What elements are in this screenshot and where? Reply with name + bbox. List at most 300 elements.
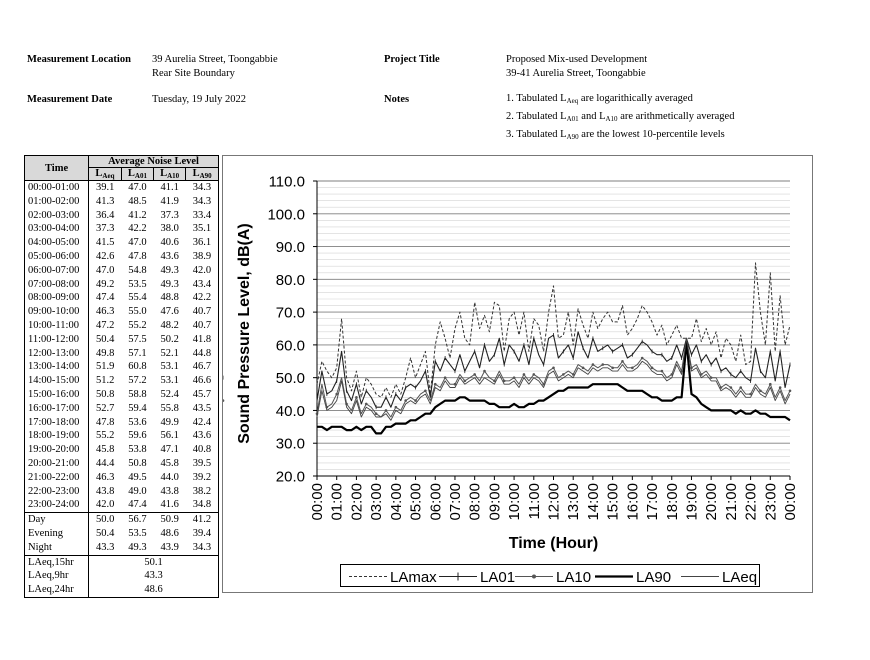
value-cell: 53.5 [128,278,147,290]
table-row [25,236,219,250]
data-point-la10 [710,376,713,379]
column-header-laeq [89,168,122,181]
note-number: 2. [506,111,514,122]
time-cell: 11:00-12:00 [25,333,89,347]
table-row [25,388,219,402]
table-row [25,443,219,457]
value-cell: 38.0 [160,223,179,235]
note-subscript: A10 [605,115,618,123]
data-point-la10 [562,373,565,376]
chart-frame [222,155,813,593]
x-tick-label: 21:00 [722,483,740,521]
noise-chart [223,156,814,594]
time-cell: 07:00-08:00 [25,278,89,292]
note-item [506,92,734,110]
measurement-location-value [152,53,278,81]
value-cell: 41.3 [96,195,115,207]
x-tick-label: 17:00 [644,483,662,521]
column-header-base: L [192,168,200,179]
time-cell: Evening [25,527,89,541]
notes-label: Notes [384,94,410,105]
value-cell: 51.2 [96,375,115,387]
value-cell: 47.4 [96,292,115,304]
table-row [25,333,219,347]
y-tick-label: 70.0 [275,304,305,322]
value-cell: 49.2 [96,278,115,290]
time-cell: 10:00-11:00 [25,319,89,333]
note-text: are logarithically averaged [578,93,693,104]
summary-row [25,555,219,569]
table-row [25,471,219,485]
y-axis-title: Sound Pressure Level, dB(A) [236,223,253,444]
value-cell: 41.2 [186,513,219,527]
value-cell: 58.8 [128,388,147,400]
value-cell: 59.4 [128,402,147,414]
y-tick-label: 60.0 [275,337,305,355]
summary-value: 43.3 [89,569,219,583]
value-cell: 46.7 [186,360,219,374]
value-cell: 48.5 [128,195,147,207]
data-point-la10 [759,389,762,392]
value-cell: 42.4 [186,416,219,430]
time-cell: Night [25,541,89,555]
table-row [25,278,219,292]
x-tick-label: 01:00 [328,483,346,521]
note-number: 1. [506,93,514,104]
location-line-2: Rear Site Boundary [152,68,235,79]
time-cell: 22:00-23:00 [25,485,89,499]
value-cell: 53.6 [128,416,147,428]
legend-label-laeq: LAeq [722,569,758,586]
value-cell: 50.9 [154,513,186,527]
x-tick-label: 14:00 [584,483,602,521]
table-row [25,181,219,195]
value-cell: 39.4 [186,527,219,541]
time-cell: 01:00-02:00 [25,195,89,209]
x-tick-label: 00:00 [782,483,799,521]
location-line-1: 39 Aurelia Street, Toongabbie [152,54,278,65]
project-title-label: Project Title [384,54,440,65]
data-point-la10 [779,386,782,389]
value-cell: 37.3 [96,223,115,235]
value-cell: 50.4 [96,333,115,345]
data-point-la10 [414,399,417,402]
value-cell: 49.0 [128,485,147,497]
column-header-base: L [95,168,103,179]
x-tick-label: 15:00 [604,483,622,521]
y-tick-label: 100.0 [267,206,305,224]
note-subscript: A90 [566,133,579,141]
note-item [506,110,734,128]
value-cell: 50.8 [96,388,115,400]
value-cell: 59.6 [128,430,147,442]
note-text: Tabulated L [516,129,567,140]
x-tick-label: 20:00 [703,483,721,521]
series-line-lamax [317,263,790,397]
legend-label-la10: LA10 [556,569,592,586]
value-cell: 44.8 [186,347,219,361]
value-cell: 47.4 [128,499,147,511]
data-point-la10 [789,389,792,392]
time-cell: 20:00-21:00 [25,457,89,471]
value-cell: 55.4 [128,292,147,304]
value-cell: 42.2 [128,223,147,235]
column-header-base: L [127,168,135,179]
value-cell: 52.1 [160,347,179,359]
table-row [25,374,219,388]
legend-label-la01: LA01 [480,569,516,586]
note-number: 3. [506,129,514,140]
value-cell: 45.8 [96,444,115,456]
value-cell: 41.6 [160,499,179,511]
value-cell: 49.9 [160,416,179,428]
value-cell: 48.8 [160,292,179,304]
table-row [25,291,219,305]
y-tick-label: 20.0 [275,468,305,486]
column-header-la10 [154,168,186,181]
value-cell: 43.9 [160,541,179,553]
table-row [25,250,219,264]
value-cell: 41.9 [160,195,179,207]
value-cell: 44.0 [160,471,179,483]
value-cell: 50.8 [128,457,147,469]
value-cell: 43.4 [186,278,219,292]
value-cell: 41.2 [128,209,147,221]
value-cell: 55.2 [128,319,147,331]
value-cell: 45.7 [186,388,219,402]
time-cell: 12:00-13:00 [25,347,89,361]
value-cell: 39.1 [89,181,122,195]
table-row [25,305,219,319]
value-cell: 41.8 [186,333,219,347]
table-row [25,485,219,499]
data-point-la10 [483,370,486,373]
note-item [506,128,734,146]
project-title-value [506,53,647,81]
value-cell: 43.3 [96,541,115,553]
value-cell: 42.6 [96,250,115,262]
time-cell: 13:00-14:00 [25,360,89,374]
data-point-la10 [385,409,388,412]
value-cell: 43.5 [186,402,219,416]
table-row [25,264,219,278]
x-tick-label: 16:00 [624,483,642,521]
data-point-la10 [730,386,733,389]
value-cell: 52.4 [160,388,179,400]
value-cell: 37.3 [160,209,179,221]
table-row [25,209,219,223]
summary-label: LAeq,24hr [25,583,89,597]
table-row [25,195,219,209]
value-cell: 53.8 [128,444,147,456]
data-point-la10 [355,396,358,399]
data-point-la10 [335,393,338,396]
note-text: are arithmetically averaged [617,111,735,122]
x-tick-label: 10:00 [506,483,524,521]
value-cell: 54.8 [128,264,147,276]
x-tick-label: 13:00 [565,483,583,521]
note-subscript: A01 [566,115,579,123]
data-point-la10 [601,363,604,366]
time-column-header: Time [25,156,89,181]
value-cell: 46.3 [96,306,115,318]
value-cell: 49.3 [160,264,179,276]
time-cell: 14:00-15:00 [25,374,89,388]
data-point-la10 [444,376,447,379]
value-cell: 38.9 [186,250,219,264]
chart-legend [340,564,760,587]
y-tick-label: 30.0 [275,435,305,453]
summary-row [25,583,219,597]
data-point-la10 [223,399,224,402]
time-cell: 04:00-05:00 [25,236,89,250]
time-cell: 02:00-03:00 [25,209,89,223]
value-cell: 38.2 [186,485,219,499]
value-cell: 47.1 [160,444,179,456]
time-cell: Day [25,513,89,527]
value-cell: 53.1 [160,375,179,387]
table-row [25,416,219,430]
data-point-la10 [375,412,378,415]
legend-label-lamax: LAmax [390,569,437,586]
time-cell: 15:00-16:00 [25,388,89,402]
legend-marker [532,575,536,579]
value-cell: 41.1 [154,181,186,195]
value-cell: 49.3 [160,278,179,290]
value-cell: 40.8 [186,443,219,457]
y-tick-label: 50.0 [275,370,305,388]
data-point-la10 [513,376,516,379]
time-cell: 09:00-10:00 [25,305,89,319]
y-tick-label: 40.0 [275,402,305,420]
summary-label: LAeq,9hr [25,569,89,583]
data-point-la10 [404,399,407,402]
value-cell: 50.2 [160,333,179,345]
value-cell: 40.7 [186,319,219,333]
x-tick-label: 07:00 [446,483,464,521]
value-cell: 33.4 [186,209,219,223]
data-point-la10 [464,380,467,383]
table-row [25,527,219,541]
note-text: and L [578,111,606,122]
data-point-la10 [631,367,634,370]
data-point-la10 [532,373,535,376]
data-point-la10 [552,367,555,370]
data-point-la10 [769,383,772,386]
value-cell: 53.1 [160,361,179,373]
data-point-la10 [473,373,476,376]
table-row [25,457,219,471]
value-cell: 51.9 [96,361,115,373]
y-tick-label: 110.0 [268,173,305,191]
notes-list [506,92,734,146]
x-tick-label: 05:00 [407,483,425,521]
legend-svg [341,565,761,588]
y-tick-label: 90.0 [275,239,305,257]
time-cell: 17:00-18:00 [25,416,89,430]
x-axis-title: Time (Hour) [508,535,599,552]
data-point-la10 [395,406,398,409]
note-subscript: Aeq [566,97,579,105]
value-cell: 47.8 [128,250,147,262]
value-cell: 43.8 [160,485,179,497]
value-cell: 53.5 [128,527,147,539]
table-row [25,498,219,512]
value-cell: 46.3 [96,471,115,483]
column-header-base: L [160,168,168,179]
table-row [25,402,219,416]
value-cell: 55.0 [128,306,147,318]
x-tick-label: 22:00 [742,483,760,521]
time-cell: 19:00-20:00 [25,443,89,457]
value-cell: 36.1 [186,236,219,250]
data-point-la10 [592,363,595,366]
value-cell: 42.0 [96,499,115,511]
table-row [25,360,219,374]
table-row [25,541,219,555]
value-cell: 50.0 [89,513,122,527]
value-cell: 36.4 [96,209,115,221]
time-cell: 21:00-22:00 [25,471,89,485]
time-cell: 23:00-24:00 [25,498,89,512]
data-point-la10 [661,370,664,373]
x-tick-label: 04:00 [387,483,405,521]
value-cell: 47.0 [128,237,147,249]
table-row [25,319,219,333]
x-tick-label: 00:00 [309,483,326,521]
time-cell: 08:00-09:00 [25,291,89,305]
value-cell: 49.8 [96,347,115,359]
summary-value: 48.6 [89,583,219,597]
project-line-1: Proposed Mix-used Development [506,54,648,65]
value-cell: 34.3 [186,181,219,195]
table-row [25,429,219,443]
table-row [25,513,219,527]
value-cell: 57.1 [128,347,147,359]
x-tick-label: 23:00 [762,483,780,521]
time-cell: 06:00-07:00 [25,264,89,278]
value-cell: 49.5 [128,471,147,483]
series-line-laeq [317,338,790,420]
column-header-subscript: A90 [199,172,212,180]
column-header-subscript: Aeq [102,172,115,180]
value-cell: 34.8 [186,498,219,512]
data-point-la10 [651,367,654,370]
data-point-la10 [424,389,427,392]
value-cell: 47.8 [96,416,115,428]
value-cell: 47.0 [96,264,115,276]
x-tick-label: 08:00 [466,483,484,521]
time-cell: 18:00-19:00 [25,429,89,443]
x-tick-label: 11:00 [525,483,543,520]
summary-value: 50.1 [89,555,219,569]
average-noise-level-header: Average Noise Level [89,156,219,168]
value-cell: 52.7 [96,402,115,414]
note-text: Tabulated L [516,111,567,122]
value-cell: 49.3 [128,541,147,553]
value-cell: 35.1 [186,222,219,236]
table-row [25,222,219,236]
time-cell: 05:00-06:00 [25,250,89,264]
measurement-location-label: Measurement Location [27,54,131,65]
time-cell: 16:00-17:00 [25,402,89,416]
column-header-subscript: A01 [134,172,147,180]
value-cell: 56.1 [160,430,179,442]
value-cell: 57.2 [128,375,147,387]
data-point-la10 [365,403,368,406]
value-cell: 44.4 [96,457,115,469]
measurement-date-value: Tuesday, 19 July 2022 [152,94,247,105]
value-cell: 60.8 [128,361,147,373]
data-point-la10 [739,386,742,389]
data-point-la10 [611,367,614,370]
value-cell: 55.2 [96,430,115,442]
value-cell: 47.6 [160,306,179,318]
column-header-la01 [121,168,153,181]
value-cell: 43.6 [186,429,219,443]
time-cell: 03:00-04:00 [25,222,89,236]
value-cell: 46.6 [186,374,219,388]
x-tick-label: 19:00 [683,483,701,521]
measurement-date-label: Measurement Date [27,94,113,105]
legend-label-la90: LA90 [636,569,672,586]
column-header-subscript: A10 [167,172,180,180]
table-row [25,347,219,361]
value-cell: 34.3 [186,195,219,209]
project-line-2: 39-41 Aurelia Street, Toongabbie [506,68,646,79]
x-tick-label: 09:00 [486,483,504,521]
value-cell: 39.5 [186,457,219,471]
value-cell: 39.2 [186,471,219,485]
value-cell: 40.7 [186,305,219,319]
value-cell: 43.8 [96,485,115,497]
value-cell: 48.2 [160,319,179,331]
summary-label: LAeq,15hr [25,555,89,569]
value-cell: 50.4 [96,527,115,539]
x-tick-label: 06:00 [427,483,445,521]
summary-row [25,569,219,583]
value-cell: 56.7 [121,513,153,527]
note-text: are the lowest 10-percentile levels [578,129,725,140]
time-cell: 00:00-01:00 [25,181,89,195]
value-cell: 42.0 [186,264,219,278]
series-line-la01 [317,332,790,407]
value-cell: 47.0 [121,181,153,195]
value-cell: 55.8 [160,402,179,414]
value-cell: 41.5 [96,237,115,249]
value-cell: 43.6 [160,250,179,262]
noise-level-table [24,155,219,598]
value-cell: 42.2 [186,291,219,305]
value-cell: 45.8 [160,457,179,469]
data-point-la10 [582,367,585,370]
y-tick-label: 80.0 [275,271,305,289]
value-cell: 34.3 [186,541,219,555]
note-text: Tabulated L [516,93,567,104]
x-tick-label: 03:00 [368,483,386,521]
x-tick-label: 02:00 [348,483,366,521]
data-point-la10 [641,357,644,360]
data-point-la10 [523,373,526,376]
column-header-la90 [186,168,219,181]
value-cell: 40.6 [160,237,179,249]
value-cell: 48.6 [160,527,179,539]
data-point-la10 [621,360,624,363]
x-tick-label: 12:00 [545,483,563,521]
x-tick-label: 18:00 [663,483,681,521]
value-cell: 47.2 [96,319,115,331]
value-cell: 57.5 [128,333,147,345]
